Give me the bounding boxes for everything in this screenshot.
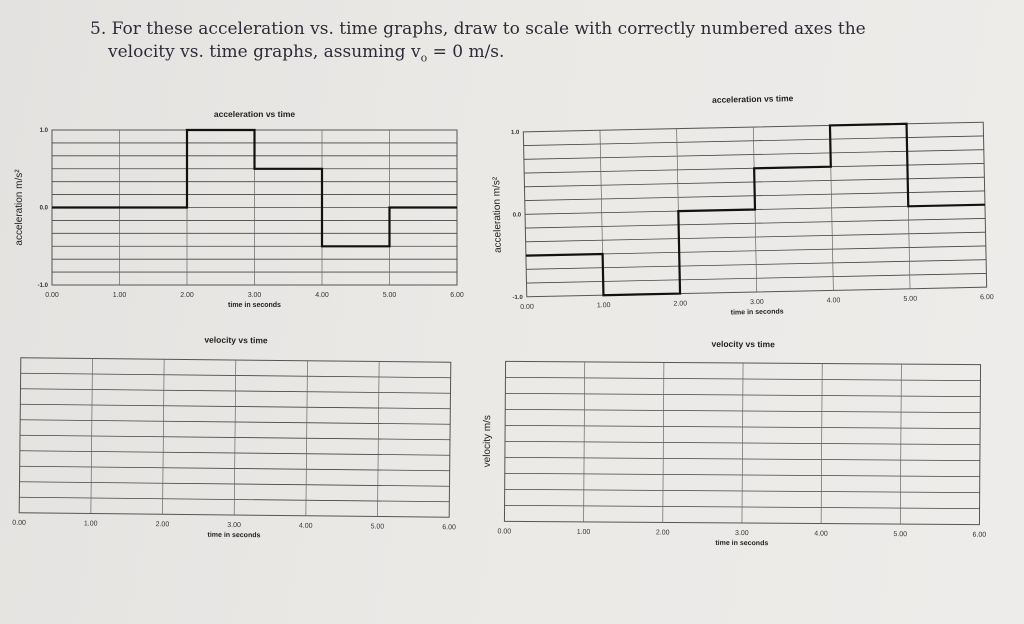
x-tick-label: 3.00 bbox=[735, 529, 749, 538]
x-tick-label: 6.00 bbox=[442, 524, 456, 532]
x-tick-label: 6.00 bbox=[450, 292, 464, 299]
x-tick-label: 4.00 bbox=[315, 292, 329, 299]
chart-title: velocity vs time bbox=[711, 338, 775, 350]
x-axis-label: time in seconds bbox=[228, 302, 281, 309]
accel-chart-right bbox=[488, 92, 1008, 327]
x-tick-label: 5.00 bbox=[382, 292, 397, 299]
chart-group bbox=[481, 337, 987, 549]
x-tick-label: 5.00 bbox=[903, 295, 918, 303]
x-tick-label: 2.00 bbox=[655, 529, 670, 537]
question-line-2-end: = 0 m/s. bbox=[427, 42, 505, 62]
x-tick-label: 0.00 bbox=[12, 519, 26, 527]
chart-group bbox=[14, 109, 464, 309]
y-axis-label: acceleration m/s² bbox=[491, 176, 504, 254]
x-tick-label: 1.00 bbox=[83, 520, 98, 528]
x-tick-label: 1.00 bbox=[112, 292, 127, 299]
velocity-chart-left bbox=[0, 335, 460, 560]
y-tick-label: -1.0 bbox=[37, 283, 48, 289]
x-tick-label: 3.00 bbox=[227, 521, 241, 530]
x-axis-label: time in seconds bbox=[715, 539, 769, 548]
chart-title: acceleration vs time bbox=[213, 109, 296, 119]
chart-group bbox=[490, 89, 994, 321]
x-tick-label: 0.00 bbox=[497, 528, 512, 536]
question-line-2 bbox=[90, 41, 890, 69]
y-tick-label: 0.0 bbox=[512, 212, 522, 219]
y-axis-label: acceleration m/s² bbox=[14, 169, 25, 246]
x-tick-label: 2.00 bbox=[673, 300, 688, 308]
question-line-2-text: velocity vs. time graphs, assuming v bbox=[108, 42, 421, 62]
x-tick-label: 0.00 bbox=[45, 292, 59, 299]
x-tick-label: 4.00 bbox=[814, 530, 828, 538]
question-text bbox=[90, 18, 890, 69]
y-tick-label: 1.0 bbox=[39, 128, 48, 134]
chart-title: velocity vs time bbox=[204, 334, 268, 346]
chart-title: acceleration vs time bbox=[711, 93, 794, 105]
chart-svg bbox=[478, 335, 998, 575]
x-tick-label: 1.00 bbox=[596, 302, 611, 310]
y-tick-label: -1.0 bbox=[512, 294, 523, 302]
accel-chart-left bbox=[10, 105, 470, 325]
x-tick-label: 6.00 bbox=[980, 294, 994, 302]
x-tick-label: 3.00 bbox=[247, 292, 262, 299]
chart-group bbox=[12, 333, 458, 542]
x-tick-label: 5.00 bbox=[370, 523, 385, 531]
x-tick-label: 6.00 bbox=[972, 531, 987, 539]
x-tick-label: 2.00 bbox=[155, 521, 170, 529]
question-subscript: o bbox=[420, 51, 428, 65]
x-tick-label: 4.00 bbox=[826, 297, 841, 305]
y-axis-label: velocity m/s bbox=[481, 415, 494, 468]
x-tick-label: 5.00 bbox=[893, 531, 908, 539]
x-tick-label: 3.00 bbox=[750, 298, 764, 307]
acceleration-series-line bbox=[523, 122, 986, 297]
x-tick-label: 0.00 bbox=[520, 303, 534, 311]
x-tick-label: 2.00 bbox=[180, 292, 194, 299]
velocity-chart-right bbox=[478, 335, 998, 575]
y-tick-label: 0.0 bbox=[39, 205, 48, 212]
chart-svg bbox=[488, 92, 1008, 327]
chart-svg bbox=[10, 105, 470, 325]
y-tick-label: 1.0 bbox=[510, 129, 520, 137]
x-axis-label: time in seconds bbox=[730, 308, 784, 317]
x-tick-label: 4.00 bbox=[298, 522, 313, 530]
chart-svg bbox=[0, 335, 460, 560]
question-line-1: 5. For these acceleration vs. time graphs, draw to scale with correctly numbered axes the bbox=[90, 19, 866, 39]
x-tick-label: 1.00 bbox=[576, 528, 591, 536]
x-axis-label: time in seconds bbox=[207, 531, 261, 540]
